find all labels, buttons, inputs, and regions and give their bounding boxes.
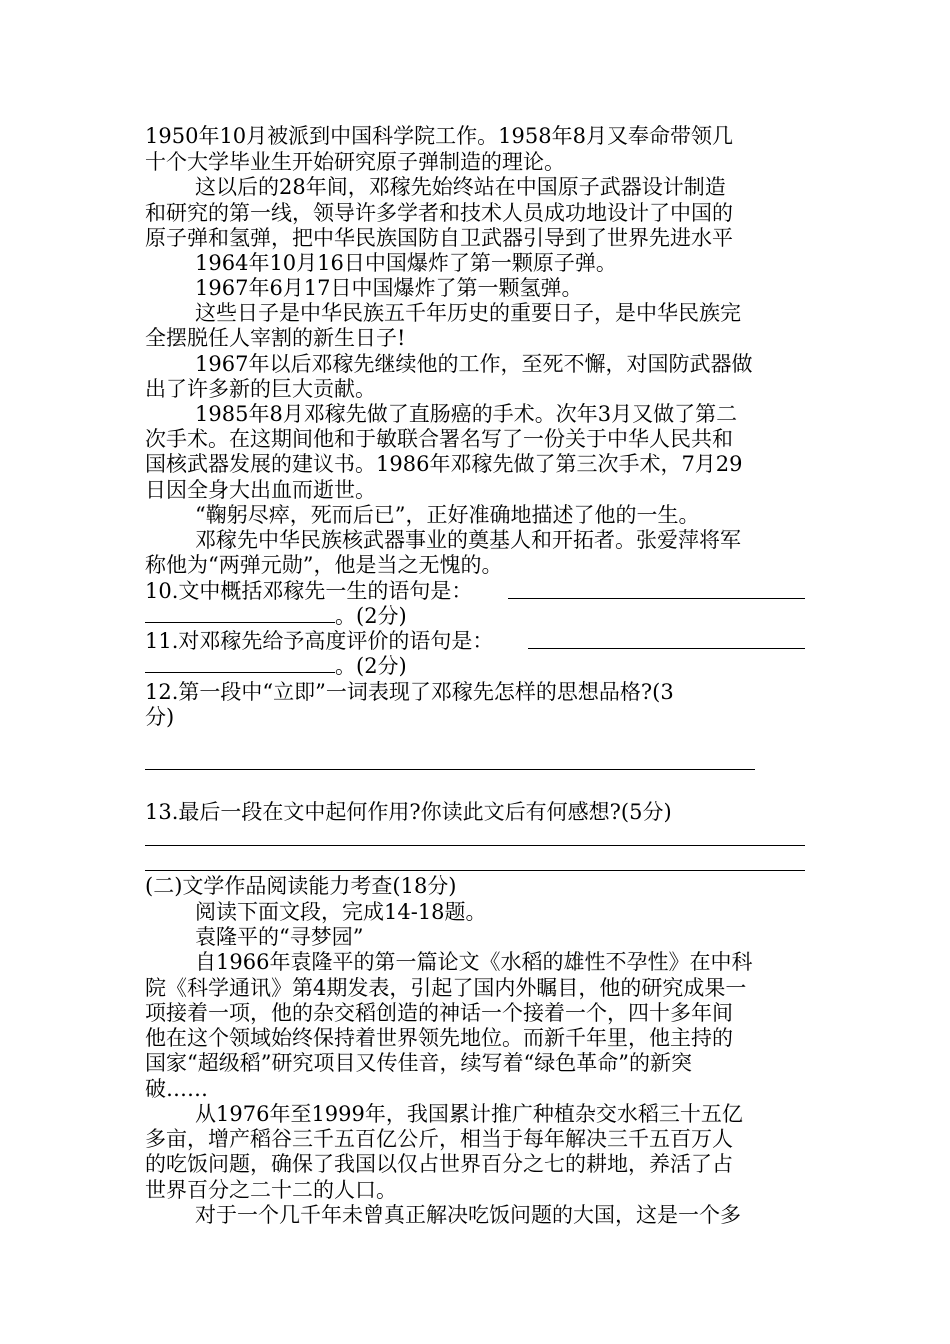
section-heading: (二)文学作品阅读能力考查(18分) xyxy=(145,874,457,898)
article-line: 项接着一项，他的杂交稻创造的神话一个接着一个，四十多年间 xyxy=(145,1001,733,1025)
question-11-answer-blank[interactable] xyxy=(145,672,335,673)
article-line: 他在这个领域始终保持着世界领先地位。而新千年里，他主持的 xyxy=(145,1026,733,1050)
article-line: 世界百分之二十二的人口。 xyxy=(145,1178,397,1202)
passage-line: 邓稼先中华民族核武器事业的奠基人和开拓者。张爱萍将军 xyxy=(195,528,741,552)
question-10-continuation xyxy=(145,603,805,629)
section-instruction: 阅读下面文段，完成14-18题。 xyxy=(195,900,487,924)
question-11 xyxy=(145,628,805,654)
article-line: 自1966年袁隆平的第一篇论文《水稻的雄性不孕性》在中科 xyxy=(195,950,753,974)
passage-line: 1967年以后邓稼先继续他的工作，至死不懈，对国防武器做 xyxy=(195,352,753,376)
passage-line: 和研究的第一线，领导许多学者和技术人员成功地设计了中国的 xyxy=(145,201,733,225)
article-line: 多亩，增产稻谷三千五百亿公斤，相当于每年解决三千五百万人 xyxy=(145,1127,733,1151)
passage-line: 日因全身大出血而逝世。 xyxy=(145,478,376,502)
article-line: 院《科学通讯》第4期发表，引起了国内外瞩目，他的研究成果一 xyxy=(145,976,747,1000)
question-12-continuation: 分) xyxy=(145,705,175,729)
question-13: 13.最后一段在文中起何作用?你读此文后有何感想?(5分) xyxy=(145,800,672,824)
passage-line: 十个大学毕业生开始研究原子弹制造的理论。 xyxy=(145,150,565,174)
question-11-answer-line[interactable] xyxy=(528,648,805,649)
question-12-answer-line[interactable] xyxy=(145,769,755,770)
question-10-text: 10.文中概括邓稼先一生的语句是： xyxy=(145,579,473,603)
passage-line: 1967年6月17日中国爆炸了第一颗氢弹。 xyxy=(195,276,583,300)
question-11-score: 。(2分) xyxy=(335,654,407,678)
question-13-answer-line[interactable] xyxy=(145,870,805,871)
question-10 xyxy=(145,578,805,604)
passage-line: 这以后的28年间，邓稼先始终站在中国原子武器设计制造 xyxy=(195,175,726,199)
question-12: 12.第一段中“立即”一词表现了邓稼先怎样的思想品格?(3 xyxy=(145,680,674,704)
passage-line: 这些日子是中华民族五千年历史的重要日子，是中华民族完 xyxy=(195,301,741,325)
passage-line: 国核武器发展的建议书。1986年邓稼先做了第三次手术，7月29 xyxy=(145,452,743,476)
question-10-answer-line[interactable] xyxy=(508,598,805,599)
article-line: 国家“超级稻”研究项目又传佳音，续写着“绿色革命”的新突 xyxy=(145,1051,692,1075)
article-line: 从1976年至1999年，我国累计推广种植杂交水稻三十五亿 xyxy=(195,1102,743,1126)
passage-line: 出了许多新的巨大贡献。 xyxy=(145,377,376,401)
passage-line: 原子弹和氢弹，把中华民族国防自卫武器引导到了世界先进水平 xyxy=(145,226,733,250)
passage-line: 1964年10月16日中国爆炸了第一颗原子弹。 xyxy=(195,251,617,275)
passage-line: “鞠躬尽瘁，死而后已”，正好准确地描述了他的一生。 xyxy=(195,503,700,527)
passage-line: 1950年10月被派到中国科学院工作。1958年8月又奉命带领几 xyxy=(145,124,733,148)
passage-line: 全摆脱任人宰割的新生日子! xyxy=(145,326,406,350)
question-11-continuation xyxy=(145,653,805,679)
question-10-answer-blank[interactable] xyxy=(145,622,335,623)
question-13-answer-line[interactable] xyxy=(145,845,805,846)
article-line: 的吃饭问题，确保了我国以仅占世界百分之七的耕地，养活了占 xyxy=(145,1152,733,1176)
passage-line: 称他为“两弹元勋”，他是当之无愧的。 xyxy=(145,553,503,577)
article-title: 袁隆平的“寻梦园” xyxy=(195,925,364,949)
article-line: 对于一个几千年未曾真正解决吃饭问题的大国，这是一个多 xyxy=(195,1203,741,1227)
passage-line: 次手术。在这期间他和于敏联合署名写了一份关于中华人民共和 xyxy=(145,427,733,451)
passage-line: 1985年8月邓稼先做了直肠癌的手术。次年3月又做了第二 xyxy=(195,402,738,426)
article-line: 破…… xyxy=(145,1077,208,1101)
question-10-score: 。(2分) xyxy=(335,604,407,628)
question-11-text: 11.对邓稼先给予高度评价的语句是： xyxy=(145,629,494,653)
